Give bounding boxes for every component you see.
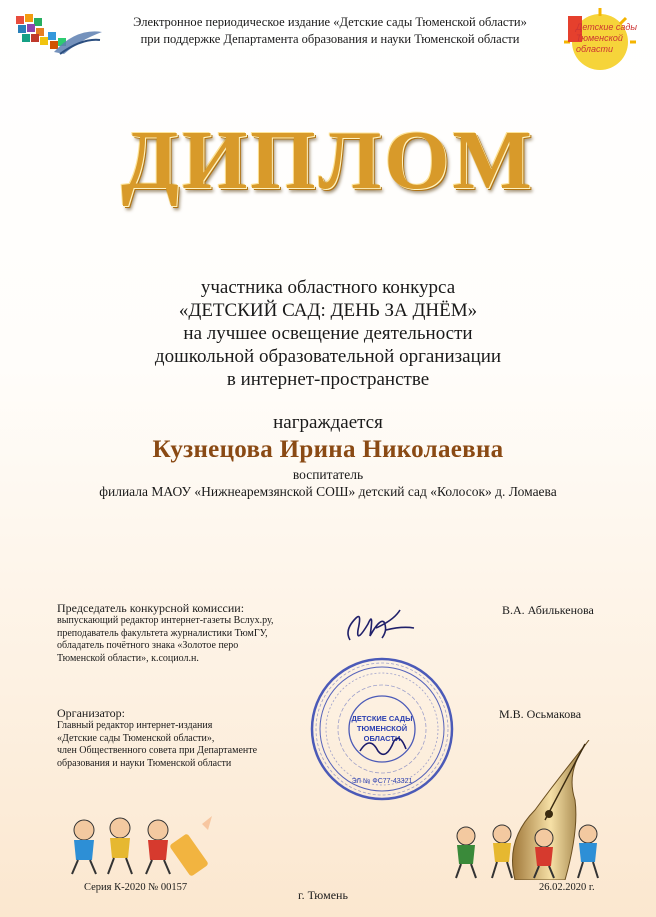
colorful-book-icon (16, 14, 66, 49)
recipient-organization: филиала МАОУ «Нижнеаремзянской СОШ» детский сад «Колосок» д. Ломаева (99, 484, 557, 499)
child-figure-icon (108, 818, 132, 874)
pencil-icon (169, 816, 212, 877)
publisher-logo-left (10, 10, 105, 58)
child-figure-icon (534, 829, 554, 878)
chair-label: Председатель конкурсной комиссии: (57, 601, 245, 615)
organizer-detail: Главный редактор интернет-издания (57, 720, 213, 731)
child-figure-icon (578, 825, 598, 878)
contest-line-5: в интернет-пространстве (226, 369, 430, 390)
diploma-title: ДИПЛОМ (121, 114, 535, 207)
chair-detail: преподаватель факультета журналистики ТюмГУ, (57, 627, 268, 639)
recipient-name: Кузнецова Ирина Николаевна (152, 436, 504, 463)
child-figure-icon (146, 820, 170, 874)
series-number: Серия К-2020 № 00157 (84, 882, 188, 893)
header-text (100, 14, 560, 48)
organizer-detail: «Детские сады Тюменской области», (57, 732, 215, 744)
city: г. Тюмень (298, 888, 348, 902)
chair-name: В.А. Абилькенова (502, 603, 594, 617)
stamp-center-line: ДЕТСКИЕ САДЫ (351, 714, 413, 723)
organizer-detail: образования и науки Тюменской области (57, 757, 232, 769)
official-stamp (308, 655, 456, 803)
contest-line-1: участника областного конкурса (200, 277, 456, 298)
organizer-block (57, 706, 317, 770)
children-illustration-left (62, 810, 222, 880)
logo-right-caption: Детские сады Тюменской области (576, 22, 638, 54)
organizer-name: М.В. Осьмакова (499, 707, 582, 721)
chair-detail: обладатель почётного знака «Золотое перо (57, 640, 239, 651)
header-line-1: Электронное периодическое издание «Детские сады Тюменской области» (133, 15, 527, 29)
contest-name: «ДЕТСКИЙ САД: ДЕНЬ ЗА ДНЁМ» (178, 300, 478, 321)
child-figure-icon (492, 825, 512, 878)
contest-line-3: на лучшее освещение деятельности (183, 323, 473, 344)
children-illustration-right (448, 820, 618, 882)
contest-block (0, 276, 656, 391)
recipient-position: воспитатель (292, 467, 364, 482)
stamp-center-line: ОБЛАСТИ (363, 734, 401, 743)
contest-line-4: дошкольной образовательной организации (154, 346, 502, 367)
stamp-center-line: ТЮМЕНСКОЙ (356, 724, 408, 733)
chair-detail: Тюменской области», к.социол.н. (57, 652, 199, 664)
child-figure-icon (72, 820, 96, 874)
awarded-label: награждается (273, 412, 383, 433)
stamp-number: ЭЛ № ФС77-43321 (351, 778, 413, 785)
issue-date: 26.02.2020 г. (539, 882, 595, 893)
organizer-label: Организатор: (57, 706, 125, 720)
organizer-detail: член Общественного совета при Департаменте (57, 745, 258, 756)
chair-block (57, 601, 317, 665)
child-figure-icon (456, 827, 476, 878)
header-line-2: при поддержке Департамента образования и науки Тюменской области (140, 32, 520, 46)
chair-signature (340, 600, 420, 650)
chair-detail: выпускающий редактор интернет-газеты Вслух.ру, (57, 615, 274, 626)
publisher-logo-right (560, 8, 640, 74)
